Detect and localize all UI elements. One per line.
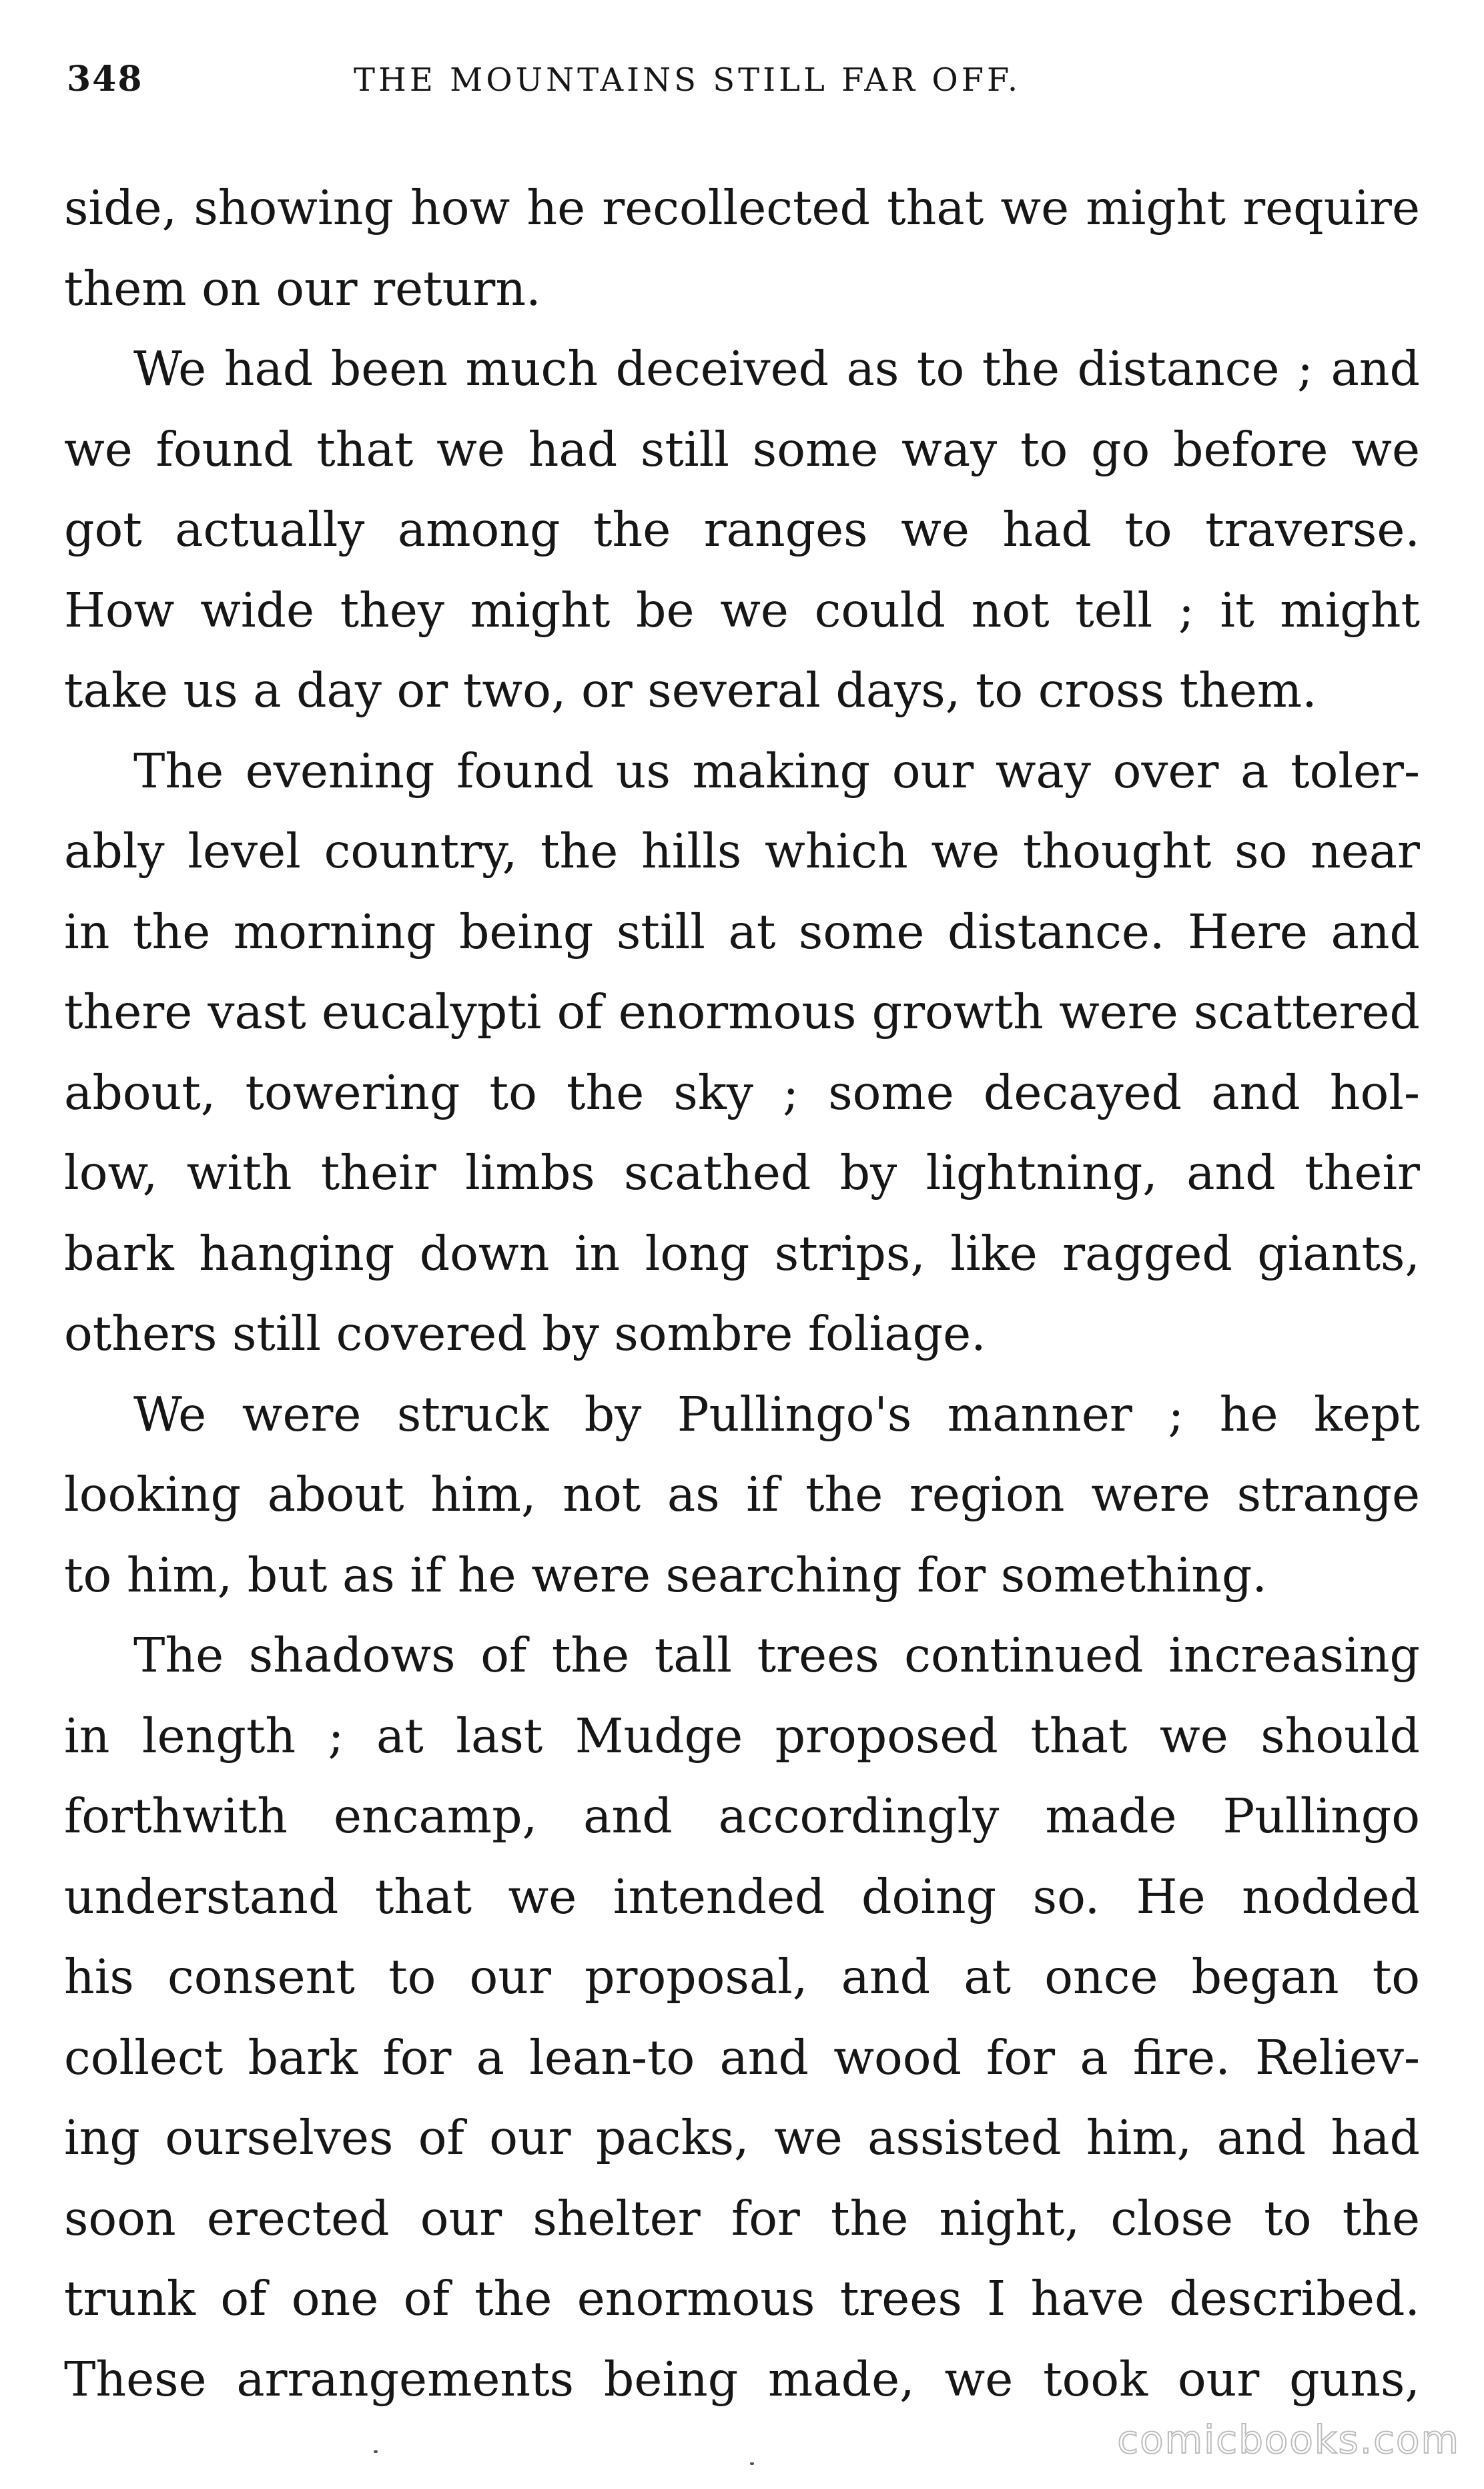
text-line: The shadows of the tall trees continued increasing: [133, 1628, 1420, 1683]
text-line: understand that we intended doing so. He nodded: [64, 1868, 1420, 1924]
text-line: trunk of one of the enormous trees I have described.: [64, 2271, 1420, 2326]
running-title: THE MOUNTAINS STILL FAR OFF.: [354, 61, 1022, 99]
text-line: These arrangements being made, we took our guns,: [64, 2351, 1420, 2407]
ink-speck: [750, 2462, 754, 2465]
text-line: ing ourselves of our packs, we assisted him, and had: [64, 2110, 1420, 2165]
text-line: bark hanging down in long strips, like ragged giants,: [64, 1225, 1420, 1281]
text-line: his consent to our proposal, and at once began to: [64, 1949, 1420, 2005]
text-line: side, showing how he recollected that we might require: [64, 180, 1420, 236]
text-line: We had been much deceived as to the distance ; and: [133, 341, 1420, 396]
text-line: We were struck by Pullingo's manner ; he kept: [133, 1386, 1420, 1442]
text-line: forthwith encamp, and accordingly made Pullingo: [64, 1788, 1420, 1844]
text-line: take us a day or two, or several days, to cross them.: [64, 663, 1317, 718]
watermark: comicbooks.com: [1117, 2417, 1460, 2462]
text-line: collect bark for a lean-to and wood for a fire. Reliev-: [64, 2029, 1420, 2085]
text-line: soon erected our shelter for the night, close to the: [64, 2190, 1420, 2246]
page-number: 348: [67, 59, 143, 99]
text-line: low, with their limbs scathed by lightning, and their: [64, 1145, 1420, 1200]
text-line: in the morning being still at some distance. Here and: [64, 904, 1420, 960]
text-line: them on our return.: [64, 260, 541, 316]
text-line: ably level country, the hills which we thought so near: [64, 823, 1420, 879]
text-line: there vast eucalypti of enormous growth were scattered: [64, 984, 1420, 1040]
text-line: looking about him, not as if the region were strange: [64, 1467, 1420, 1522]
text-line: others still covered by sombre foliage.: [64, 1306, 986, 1361]
body-text: [64, 168, 1420, 2420]
text-line: How wide they might be we could not tell ; it might: [64, 582, 1420, 638]
text-line: we found that we had still some way to go before we: [64, 421, 1420, 477]
text-line: The evening found us making our way over a toler-: [133, 743, 1420, 799]
text-line: about, towering to the sky ; some decayed and hol-: [64, 1064, 1420, 1120]
ink-speck: [374, 2450, 378, 2453]
text-line: got actually among the ranges we had to traverse.: [64, 502, 1420, 557]
text-line: in length ; at last Mudge proposed that we should: [64, 1708, 1420, 1764]
text-line: to him, but as if he were searching for something.: [64, 1547, 1267, 1603]
running-head: [67, 59, 1415, 112]
